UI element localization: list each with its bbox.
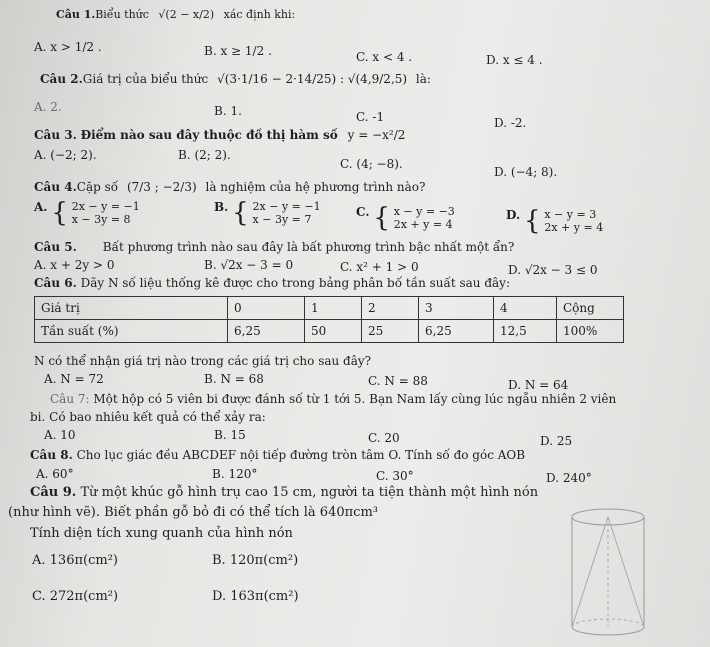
q3-option-b[interactable]: B. (2; 2). [178, 148, 231, 162]
q1-option-b[interactable]: B. x ≥ 1/2 . [204, 44, 272, 58]
table-cell: 0 [228, 297, 305, 320]
q5-option-a[interactable]: A. x + 2y > 0 [34, 258, 115, 272]
table-row [35, 320, 624, 343]
table-cell: 6,25 [228, 320, 305, 343]
q4-b-eq1: 2x − y = −1 [252, 200, 321, 213]
q7-option-d[interactable]: D. 25 [540, 434, 573, 448]
q5-option-d[interactable]: D. √2x − 3 ≤ 0 [508, 263, 598, 277]
q7-label: Câu 7: [50, 392, 90, 406]
q9-text1: Từ một khúc gỗ hình trụ cao 15 cm, người ta tiện thành một hình nón [80, 485, 539, 500]
q7-stem-line1 [50, 392, 616, 406]
q4-a-eq1: 2x − y = −1 [71, 200, 140, 213]
frequency-table [34, 296, 624, 343]
q2-stem [40, 72, 431, 86]
q1-option-c[interactable]: C. x < 4 . [356, 50, 413, 64]
q8-text: Cho lục giác đều ABCDEF nội tiếp đường tròn tâm O. Tính số đo góc AOB [76, 448, 526, 462]
q4-d-eq1: x − y = 3 [544, 208, 597, 221]
q5-stem [34, 240, 514, 254]
q9-stem-line2: (như hình vẽ). Biết phần gỗ bỏ đi có thể tích là 640πcm³ [8, 505, 378, 520]
q1-stem [56, 8, 295, 22]
q3-label: Câu 3. [34, 128, 77, 142]
q5-option-b[interactable]: B. √2x − 3 = 0 [204, 258, 294, 272]
q4-option-b[interactable] [214, 200, 321, 226]
q3-expression: y = −x²/2 [347, 128, 406, 142]
q1-expression: √(2 − x/2) [158, 8, 215, 21]
q7-text1: Một hộp có 5 viên bi được đánh số từ 1 tới 5. Bạn Nam lấy cùng lúc ngẫu nhiên 2 viên [93, 392, 617, 406]
table-row [35, 297, 624, 320]
q1-label: Câu 1. [56, 8, 96, 21]
q4-label: Câu 4. [34, 180, 77, 194]
q2-option-b[interactable]: B. 1. [214, 104, 242, 118]
q6-option-a[interactable]: A. N = 72 [44, 372, 104, 386]
q3-option-c[interactable]: C. (4; −8). [340, 157, 403, 171]
q2-option-a[interactable]: A. 2. [34, 100, 62, 114]
q9-option-c[interactable]: C. 272π(cm²) [32, 589, 119, 604]
table-cell: 6,25 [419, 320, 494, 343]
q9-option-b[interactable]: B. 120π(cm²) [212, 553, 299, 568]
q2-option-c[interactable]: C. -1 [356, 110, 385, 124]
table-cell: 1 [305, 297, 362, 320]
q4-expression: (7/3 ; −2/3) [126, 180, 197, 194]
q2-option-d[interactable]: D. -2. [494, 116, 527, 130]
q4-d-eq2: 2x + y = 4 [544, 221, 604, 234]
q4-tail: là nghiệm của hệ phương trình nào? [205, 180, 426, 194]
q4-a-brace-icon: { [51, 198, 68, 228]
q4-b-letter: B. [214, 200, 229, 214]
q9-stem-line1 [30, 486, 538, 500]
table-cell: Tần suất (%) [35, 320, 228, 343]
q7-option-a[interactable]: A. 10 [44, 428, 76, 442]
cone-right-slant [608, 517, 644, 627]
table-cell: 4 [494, 297, 557, 320]
q1-tail: xác định khi: [223, 8, 296, 21]
q3-stem [34, 128, 405, 142]
q7-option-b[interactable]: B. 15 [214, 428, 246, 442]
q6-option-d[interactable]: D. N = 64 [508, 378, 569, 392]
q1-option-a[interactable]: A. x > 1/2 . [34, 40, 102, 54]
table-cell: 100% [557, 320, 624, 343]
q4-option-d[interactable] [506, 208, 603, 234]
q4-c-eq2: 2x + y = 4 [393, 218, 453, 231]
q2-tail: là: [415, 72, 431, 86]
table-cell: 3 [419, 297, 494, 320]
q6-question: N có thể nhận giá trị nào trong các giá trị cho sau đây? [34, 354, 372, 368]
q8-option-a[interactable]: A. 60° [36, 467, 74, 481]
q8-option-d[interactable]: D. 240° [546, 471, 592, 485]
table-cell: 2 [362, 297, 419, 320]
q4-d-letter: D. [506, 208, 521, 222]
q4-option-c[interactable] [356, 205, 455, 231]
table-cell: 12,5 [494, 320, 557, 343]
q4-text: Cặp số [76, 180, 119, 194]
q4-a-letter: A. [34, 200, 48, 214]
q8-option-c[interactable]: C. 30° [376, 469, 414, 483]
q9-option-d[interactable]: D. 163π(cm²) [212, 589, 299, 604]
q8-label: Câu 8. [30, 448, 73, 462]
q5-label: Câu 5. [34, 240, 77, 254]
q6-stem [34, 276, 510, 290]
q3-option-d[interactable]: D. (−4; 8). [494, 165, 558, 179]
q2-text: Giá trị của biểu thức [82, 72, 209, 86]
q9-option-a[interactable]: A. 136π(cm²) [32, 553, 118, 568]
q3-text: Điểm nào sau đây thuộc đồ thị hàm số [80, 128, 338, 142]
q4-option-a[interactable] [34, 200, 140, 226]
cylinder-bottom-front [572, 627, 644, 635]
q4-b-brace-icon: { [232, 198, 249, 228]
table-cell: 50 [305, 320, 362, 343]
q4-d-brace-icon: { [523, 206, 541, 236]
cylinder-cone-figure [565, 505, 655, 643]
q6-text: Dãy N số liệu thống kê được cho trong bảng phân bố tần suất sau đây: [80, 276, 510, 290]
q7-stem-line2: bi. Có bao nhiêu kết quả có thể xảy ra: [30, 410, 266, 424]
q4-a-eq2: x − 3y = 8 [71, 213, 131, 226]
q1-text: Biểu thức [95, 8, 149, 21]
q7-option-c[interactable]: C. 20 [368, 431, 400, 445]
q4-c-letter: C. [356, 205, 370, 219]
q3-option-a[interactable]: A. (−2; 2). [34, 148, 97, 162]
q2-expression: √(3·1/16 − 2·14/25) : √(4,9/2,5) [217, 72, 408, 86]
q8-stem [30, 448, 525, 462]
q4-b-eq2: x − 3y = 7 [252, 213, 312, 226]
q5-text: Bất phương trình nào sau đây là bất phương trình bậc nhất một ẩn? [102, 240, 515, 254]
table-cell: Giá trị [35, 297, 228, 320]
q1-option-d[interactable]: D. x ≤ 4 . [486, 53, 543, 67]
cone-left-slant [572, 517, 608, 627]
q6-option-c[interactable]: C. N = 88 [368, 374, 428, 388]
q6-option-b[interactable]: B. N = 68 [204, 372, 264, 386]
table-cell: Cộng [557, 297, 624, 320]
q5-option-c[interactable]: C. x² + 1 > 0 [340, 260, 419, 274]
q2-label: Câu 2. [40, 72, 83, 86]
q4-c-brace-icon: { [373, 203, 390, 233]
q9-stem-line3: Tính diện tích xung quanh của hình nón [30, 526, 293, 541]
q9-label: Câu 9. [30, 485, 77, 500]
q8-option-b[interactable]: B. 120° [212, 467, 258, 481]
q6-label: Câu 6. [34, 276, 77, 290]
q4-stem [34, 180, 425, 194]
q4-c-eq1: x − y = −3 [393, 205, 455, 218]
table-cell: 25 [362, 320, 419, 343]
